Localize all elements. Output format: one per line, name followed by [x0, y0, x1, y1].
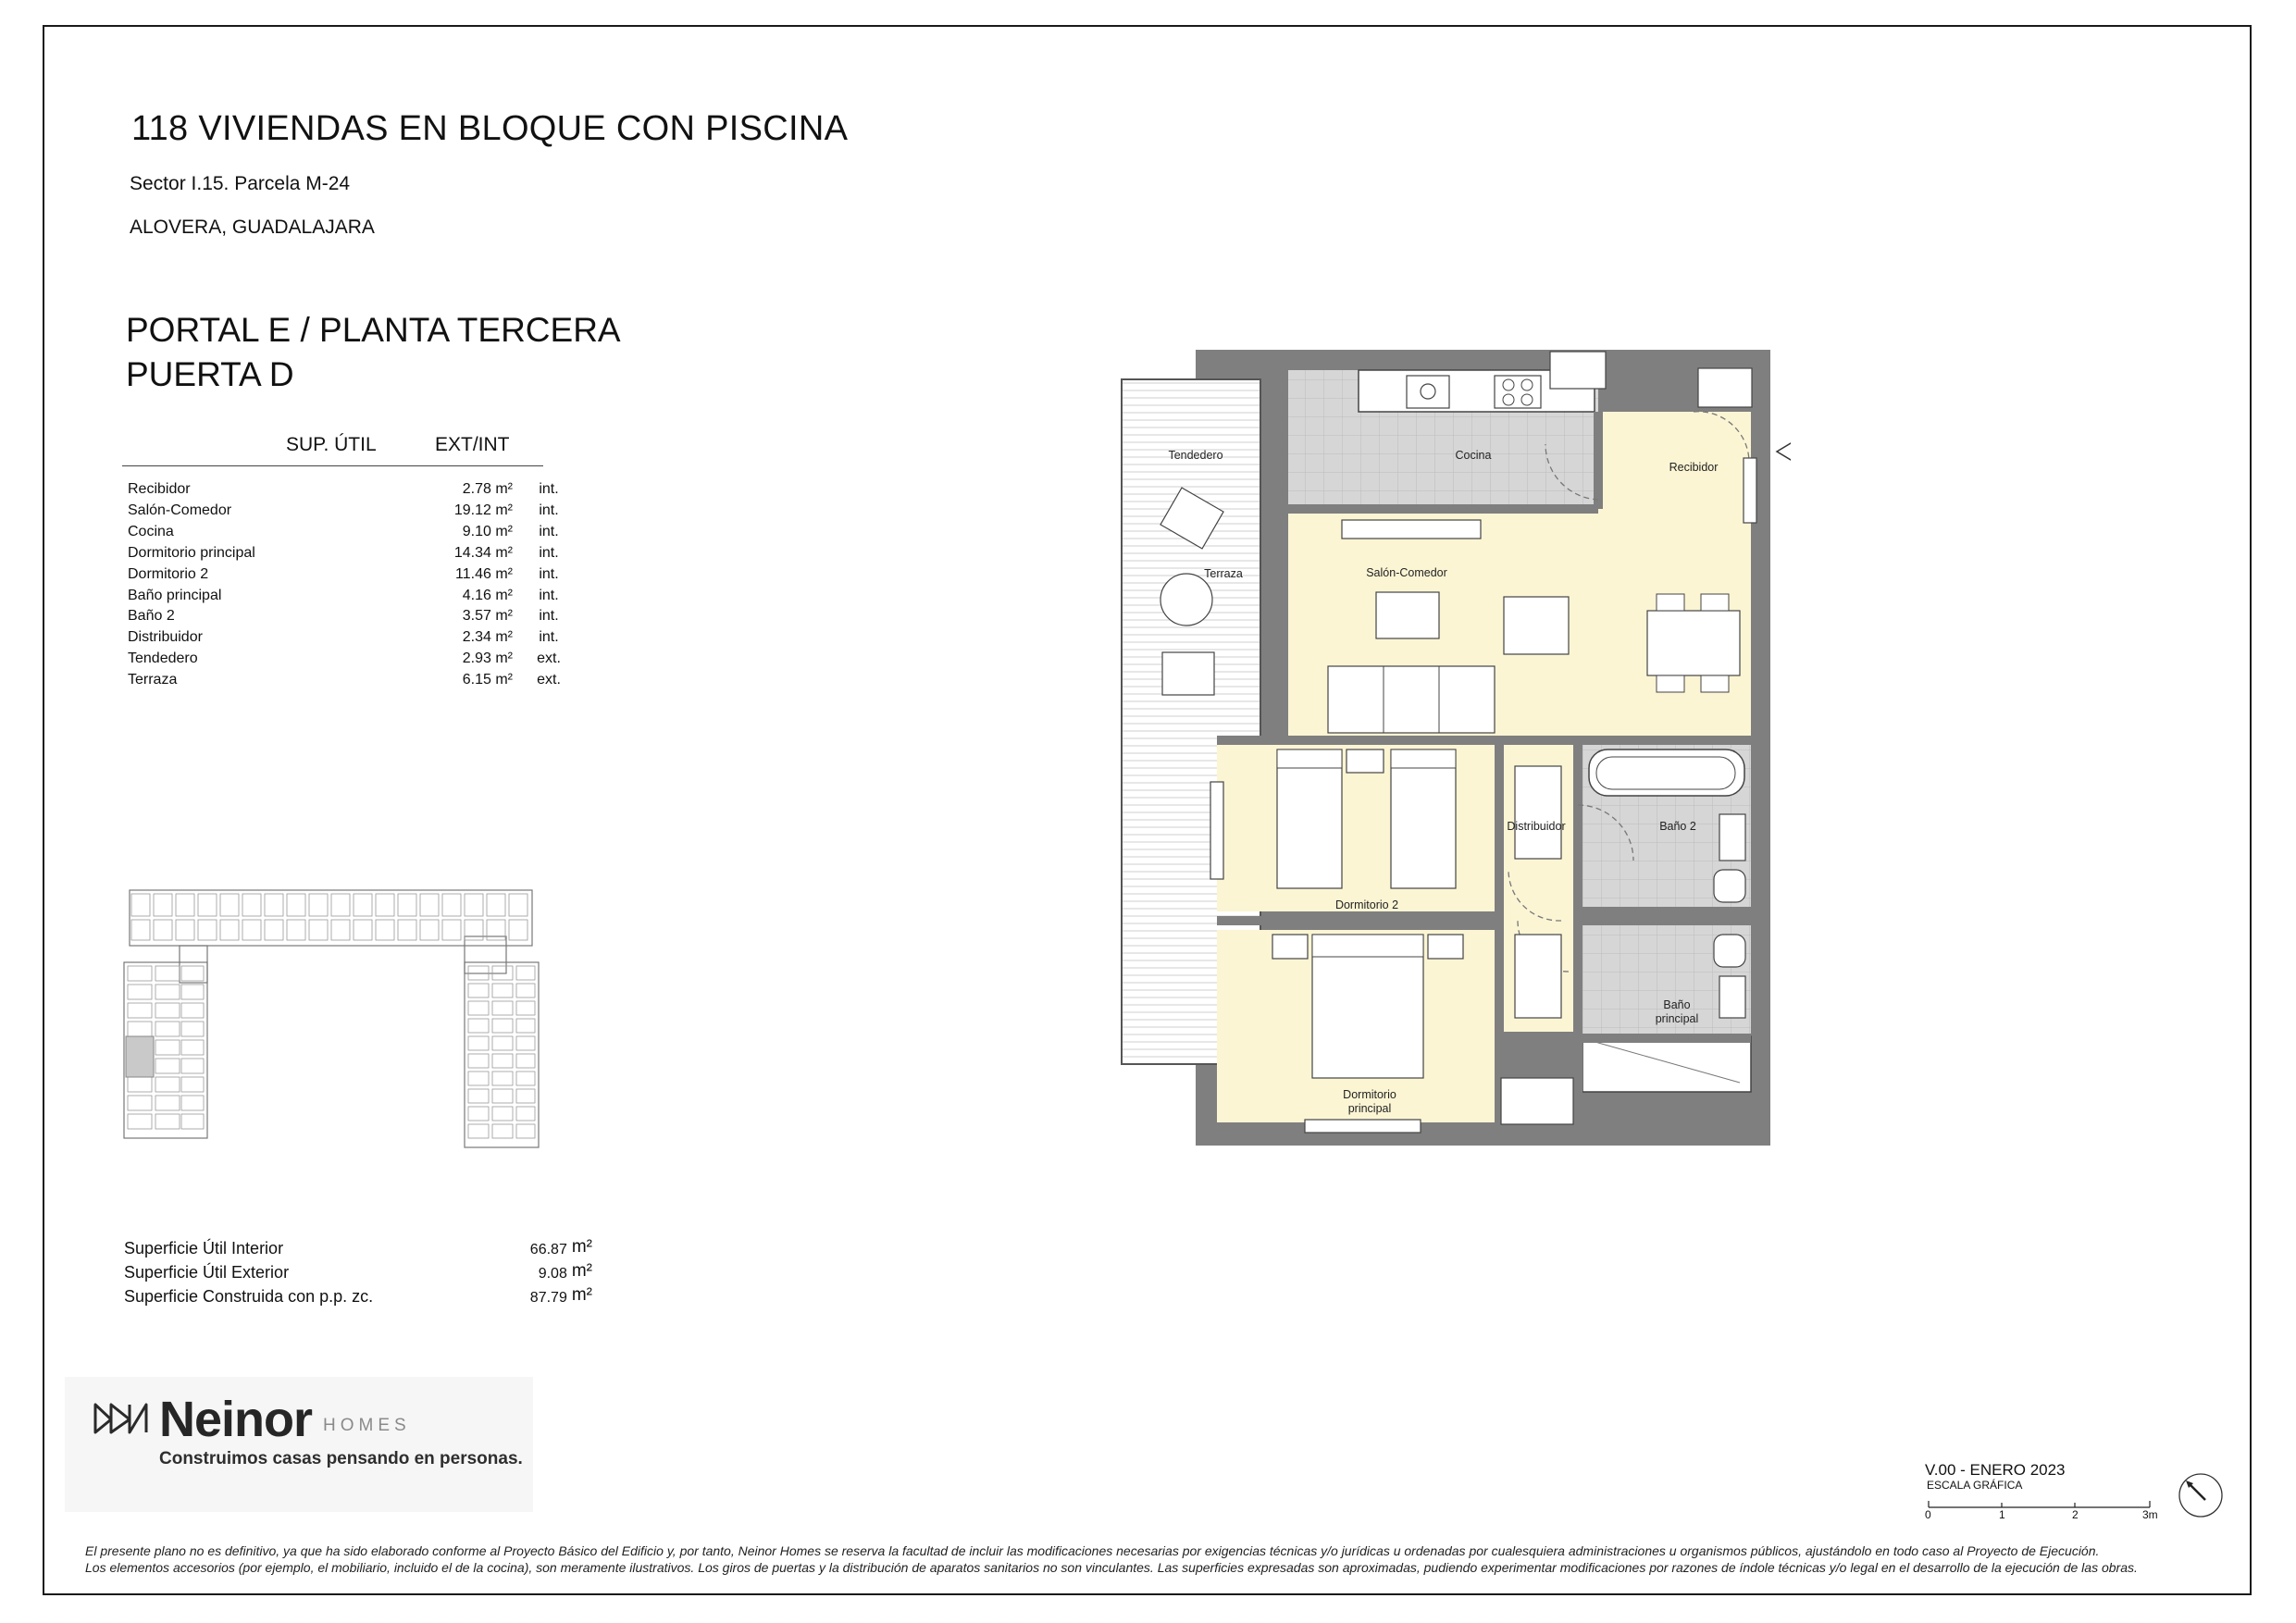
shower-tray [1582, 1036, 1751, 1092]
tv-unit [1342, 520, 1481, 539]
terrace-table [1160, 574, 1212, 626]
label-recibidor: Recibidor [1669, 461, 1719, 474]
label-salon: Salón-Comedor [1366, 566, 1447, 579]
neinor-logo-icon [93, 1399, 150, 1438]
bed-1 [1277, 750, 1342, 888]
room-type: int. [539, 523, 559, 539]
total-number: 9.08 [538, 1266, 567, 1282]
room-area: 6.15 m² [462, 672, 513, 688]
room-area: 11.46 m² [455, 565, 513, 582]
armchair [1504, 597, 1569, 654]
column-header-type: EXT/INT [435, 434, 510, 455]
brand-suffix: HOMES [323, 1416, 411, 1435]
label-terraza: Terraza [1204, 567, 1243, 580]
room-area: 19.12 m² [453, 502, 513, 518]
version-label: V.00 - ENERO 2023 [1925, 1461, 2066, 1479]
wardrobe-2 [1515, 766, 1561, 859]
unit-door: PUERTA D [126, 355, 294, 393]
label-dormitorio-principal-2: principal [1347, 1102, 1392, 1115]
total-unit: m² [571, 1261, 592, 1281]
room-name: Tendedero [128, 650, 198, 667]
room-row [122, 627, 572, 649]
entry-cabinet [1698, 368, 1752, 407]
bano-2-toilet [1714, 870, 1745, 902]
room-row [122, 501, 572, 522]
label-cocina: Cocina [1455, 449, 1492, 462]
bano-principal-toilet [1714, 935, 1745, 967]
bano-2-sink [1719, 814, 1745, 861]
unit-portal-floor: PORTAL E / PLANTA TERCERA [126, 311, 621, 349]
room-row [122, 649, 572, 670]
room-name: Terraza [128, 672, 178, 688]
total-number: 87.79 [529, 1290, 567, 1306]
terrace-chair [1162, 652, 1214, 695]
total-unit: m² [571, 1285, 592, 1305]
room-name: Cocina [128, 523, 174, 539]
key-plan [120, 881, 546, 1154]
scale-tick-2: 2 [2072, 1508, 2079, 1521]
scale-tick-1: 1 [1999, 1508, 2005, 1521]
total-row [124, 1284, 600, 1308]
disclaimer-line-1: El presente plano no es definitivo, ya que ha sido elaborado conforme al Proyecto Básico del Edificio y, por tanto, Neinor Homes se reserva la facultad de incluir las modificaciones necesarias por exigencias técnicas y/o jurídicas u ordenadas por cualesquiera administraciones u organismos públicos, ajustándolo en todo caso al Proyecto de Ejecución. [85, 1543, 2100, 1558]
sink-icon [1407, 376, 1449, 408]
room-area: 3.57 m² [462, 608, 513, 625]
room-type: int. [539, 481, 559, 497]
label-bano-2: Baño 2 [1659, 820, 1696, 833]
rooms-table [122, 479, 572, 691]
entrance-arrow-icon [1777, 438, 1791, 465]
scale-tick-3: 3m [2142, 1508, 2158, 1521]
room-name: Recibidor [128, 481, 191, 497]
room-type: int. [539, 629, 559, 646]
room-row [122, 606, 572, 627]
table-rule [122, 465, 543, 466]
column-header-area: SUP. ÚTIL [286, 434, 377, 455]
room-type: int. [539, 502, 559, 518]
room-name: Salón-Comedor [128, 502, 232, 518]
north-arrow-icon [2178, 1472, 2224, 1518]
room-area: 14.34 m² [453, 544, 513, 561]
total-row [124, 1236, 600, 1260]
room-row [122, 522, 572, 543]
label-dormitorio-principal-1: Dormitorio [1343, 1088, 1396, 1101]
room-area: 9.10 m² [462, 523, 513, 539]
room-area: 2.93 m² [462, 650, 513, 667]
wardrobe-principal [1515, 935, 1561, 1018]
total-row [124, 1260, 600, 1284]
room-row [122, 543, 572, 564]
laundry-unit [1501, 1078, 1573, 1124]
brand-tagline: Construimos casas pensando en personas. [159, 1449, 523, 1468]
room-area: 4.16 m² [462, 587, 513, 603]
label-bano-principal-1: Baño [1663, 998, 1691, 1011]
brand-name: Neinor [159, 1392, 313, 1447]
total-unit: m² [571, 1237, 592, 1257]
room-area: 2.34 m² [462, 629, 513, 646]
dining-table [1647, 611, 1740, 675]
total-value [398, 1236, 600, 1260]
nightstand [1347, 750, 1384, 773]
project-sector: Sector I.15. Parcela M-24 [130, 173, 351, 194]
room-row [122, 479, 572, 501]
totals-table [124, 1236, 600, 1308]
room-row [122, 670, 572, 691]
scale-label: ESCALA GRÁFICA [1927, 1479, 2023, 1492]
total-label: Superficie Construida con p.p. zc. [124, 1286, 374, 1306]
label-tendedero: Tendedero [1168, 449, 1223, 462]
project-location: ALOVERA, GUADALAJARA [130, 217, 375, 238]
room-type: int. [539, 565, 559, 582]
room-name: Dormitorio 2 [128, 565, 209, 582]
sofa [1328, 666, 1495, 733]
total-value [398, 1260, 600, 1284]
room-type: ext. [537, 672, 561, 688]
room-name: Dormitorio principal [128, 544, 255, 561]
hob-icon [1495, 376, 1541, 408]
disclaimer-line-2: Los elementos accesorios (por ejemplo, el mobiliario, incluido el de la cocina), son meramente ilustrativos. Los giros de puertas y la distribución de aparatos sanitarios no son vinculantes. Las superficies expresadas son aproximadas, pudiendo experimentar modificaciones por razones de índole técnicas y/o legal en el desarrollo de la ejecución de las obras. [85, 1560, 2138, 1575]
room-type: ext. [537, 650, 561, 667]
total-label: Superficie Útil Exterior [124, 1262, 290, 1282]
total-value [398, 1284, 600, 1308]
scale-tick-0: 0 [1925, 1508, 1931, 1521]
label-bano-principal-2: principal [1655, 1012, 1699, 1025]
project-title: 118 VIVIENDAS EN BLOQUE CON PISCINA [131, 109, 849, 148]
label-dormitorio-2: Dormitorio 2 [1334, 898, 1399, 911]
room-type: int. [539, 587, 559, 603]
label-distribuidor: Distribuidor [1507, 820, 1566, 833]
bed-2 [1391, 750, 1456, 888]
room-row [122, 586, 572, 607]
floor-plan [1101, 342, 1791, 1147]
room-row [122, 564, 572, 586]
room-name: Baño 2 [128, 608, 175, 625]
room-type: int. [539, 608, 559, 625]
scale-bar [1925, 1493, 2156, 1510]
key-plan-highlight [126, 1036, 154, 1077]
room-type: int. [539, 544, 559, 561]
coffee-table [1376, 592, 1439, 638]
room-name: Baño principal [128, 587, 222, 603]
room-name: Distribuidor [128, 629, 203, 646]
total-label: Superficie Útil Interior [124, 1238, 284, 1258]
room-area: 2.78 m² [462, 481, 513, 497]
total-number: 66.87 [529, 1242, 567, 1258]
tendedero-rack [1550, 352, 1606, 389]
bano-principal-sink [1719, 976, 1745, 1018]
